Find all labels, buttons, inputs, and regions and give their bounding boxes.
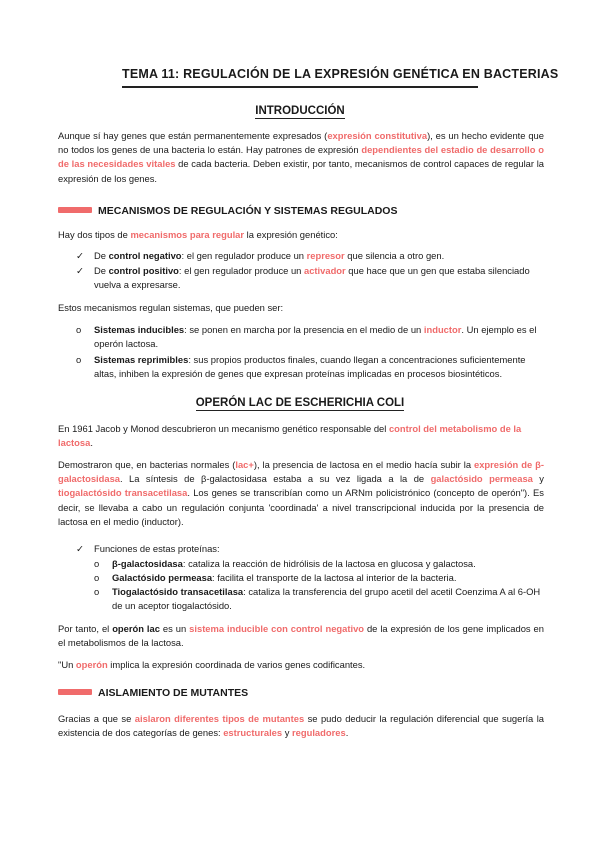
- operon-paragraph-1: En 1961 Jacob y Monod descubrieron un mecanismo genético responsable del control del metabolismo de la lactosa.: [58, 423, 522, 449]
- highlight-bar: [58, 689, 92, 695]
- mutantes-paragraph: Gracias a que se aislaron diferentes tipos de mutantes se pudo deducir la regulación diferencial que sugería la existencia de dos categorías de genes: estructurales y reguladores.: [58, 713, 544, 739]
- circle-bullet-icon: o: [94, 558, 100, 569]
- list-item-control-negativo: De control negativo: el gen regulador produce un represor que silencia a otro gen.: [94, 250, 445, 261]
- page-title: TEMA 11: REGULACIÓN DE LA EXPRESIÓN GENÉTICA EN BACTERIAS: [122, 64, 478, 88]
- list-item-control-positivo: De control positivo: el gen regulador produce un activador que hace que un gen que estaba silenciado vuelva a expresarse.: [94, 265, 530, 291]
- circle-bullet-icon: o: [94, 572, 100, 583]
- check-icon: ✓: [76, 543, 84, 554]
- list-item-tiogalactosido-transacetilasa: Tiogalactósido transacetilasa: cataliza la transferencia del grupo acetil del acetil Coenzima A al 6-OH de un aceptor tiogalactósido.: [112, 586, 541, 612]
- section-heading-mecanismos: MECANISMOS DE REGULACIÓN Y SISTEMAS REGULADOS: [58, 204, 397, 218]
- circle-bullet-icon: o: [94, 586, 100, 597]
- intro-paragraph: Aunque sí hay genes que están permanentemente expresados (expresión constitutiva), es un hecho evidente que no todos los genes de una bacteria lo están. Hay patrones de expresión dependientes del estadio de desarrollo o de las necesidades vitales de cada bacteria. Deben existir, por tanto, mecanismos de control capaces de regular la expresión de los genes.: [58, 130, 544, 184]
- operon-paragraph-2: Demostraron que, en bacterias normales (lac+), la presencia de lactosa en el medio hacía subir la expresión de β-galactosidasa. La síntesis de β-galactosidasa estaba a su vez ligada a la de galactósido permeasa y tiogalactósido transacetilasa. Los genes se transcribían como un ARNm policistrónico (concepto de operón"). Es decir, se llevaba a cabo un regulación conjunta 'coordinada' a nivel transcripcional inducida por la presencia de lactosa en el medio (inductor).: [58, 459, 544, 527]
- section-heading-mutantes: AISLAMIENTO DE MUTANTES: [58, 686, 248, 700]
- highlight-bar: [58, 207, 92, 213]
- list-item-sistemas-inducibles: Sistemas inducibles: se ponen en marcha por la presencia en el medio de un inductor. Un ejemplo es el operón lactosa.: [94, 324, 537, 350]
- circle-bullet-icon: o: [76, 354, 82, 365]
- list-item-b-galactosidasa: β-galactosidasa: cataliza la reacción de hidrólisis de la lactosa en glucosa y galactosa.: [112, 558, 476, 569]
- list-item-galactosido-permeasa: Galactósido permeasa: facilita el transporte de la lactosa al interior de la bacteria.: [112, 572, 457, 583]
- operon-paragraph-3: Por tanto, el operón lac es un sistema inducible con control negativo de la expresión de los gene implicados en el metabolismos de la lactosa.: [58, 623, 544, 649]
- funciones-heading: Funciones de estas proteínas:: [94, 543, 220, 554]
- mecanismos-sistemas-intro: Estos mecanismos regulan sistemas, que pueden ser:: [58, 302, 284, 313]
- check-icon: ✓: [76, 250, 84, 261]
- list-item-sistemas-reprimibles: Sistemas reprimibles: sus propios productos finales, cuando llegan a concentraciones suficientemente altas, inhiben la expresión de genes que expresan proteínas implicadas en procesos biosintéticos.: [94, 354, 526, 380]
- check-icon: ✓: [76, 265, 84, 276]
- mecanismos-intro: Hay dos tipos de mecanismos para regular la expresión genético:: [58, 229, 338, 240]
- operon-paragraph-4: "Un operón implica la expresión coordinada de varios genes codificantes.: [58, 659, 366, 670]
- circle-bullet-icon: o: [76, 324, 82, 335]
- section-heading-introduccion: INTRODUCCIÓN: [255, 105, 345, 117]
- section-heading-operon-lac: OPERÓN LAC DE ESCHERICHIA COLI: [195, 397, 405, 409]
